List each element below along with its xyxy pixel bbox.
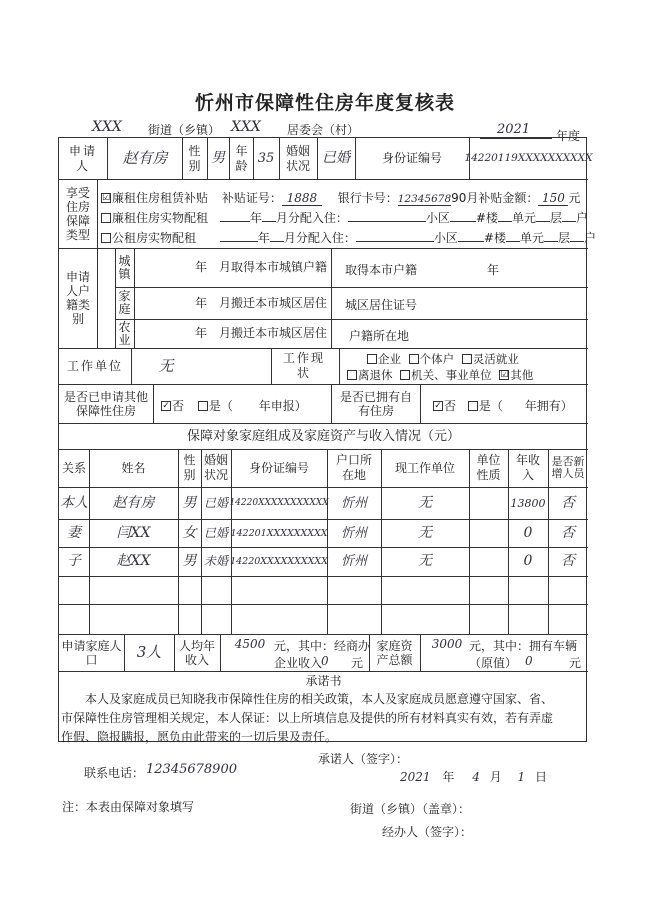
footer-note: 注：本表由保障对象填写	[62, 800, 195, 814]
member-3-name: 赵XX	[116, 553, 151, 569]
per-capita-income-label: 人均年收入	[178, 638, 215, 667]
applied-no-checkbox[interactable]: ✓	[162, 400, 170, 411]
per-capita-income-value: 4500	[234, 637, 266, 651]
hukou-item-family: 城区居住证号	[345, 298, 418, 312]
age-value: 35	[257, 151, 275, 166]
marital-label: 婚姻状况	[285, 143, 310, 173]
member-2-relation: 妻	[67, 524, 81, 541]
housing-checkbox-3[interactable]	[101, 233, 111, 243]
member-2-name: 闫XX	[116, 524, 151, 541]
committee-value: XXX	[231, 119, 261, 135]
member-2-gender: 女	[182, 524, 197, 541]
officer-label: 经办人（签字）：	[382, 825, 473, 839]
date-month: 4	[472, 770, 480, 784]
member-1-id: 14220XXXXXXXXXXX	[229, 497, 329, 508]
member-1-relation: 本人	[60, 494, 88, 511]
member-2-new: 否	[561, 524, 575, 541]
hukou-type-family: 家庭	[118, 289, 131, 316]
work-checkbox-government[interactable]	[400, 370, 410, 380]
hukou-type-urban: 城镇	[118, 254, 131, 281]
household-pop-value: 3人	[136, 643, 162, 661]
marital-value: 已婚	[322, 150, 350, 166]
member-1-gender: 男	[182, 494, 197, 511]
review-form-table	[58, 137, 596, 744]
col-header-relation: 关系	[61, 460, 86, 475]
phone-label: 联系电话：	[84, 766, 145, 780]
col-header-nature: 单位性质	[476, 453, 501, 482]
work-options-row-2: 离退休 机关、事业单位 ☑ 其他	[347, 367, 533, 383]
member-1-nature	[469, 487, 508, 519]
hukou-type-agri: 农业	[118, 320, 131, 347]
gender-value: 男	[211, 150, 225, 166]
applied-other-label: 是否已申请其他保障性住房	[63, 389, 148, 418]
owned-house-label: 是否已拥有自有住房	[339, 389, 412, 418]
work-checkbox-other[interactable]: ☑	[500, 369, 509, 380]
business-income-unit: 元	[351, 656, 364, 670]
hukou-item-urban: 取得本市户籍	[345, 263, 418, 277]
assets-line-1: 3000 元，其中：拥有车辆（原值）	[425, 637, 581, 671]
year-value: 2021	[497, 122, 531, 137]
owned-yes-checkbox[interactable]	[468, 401, 478, 411]
member-1-hukou: 忻州	[340, 495, 367, 511]
member-3-new: 否	[561, 553, 575, 569]
work-unit-value: 无	[158, 356, 174, 375]
gender-label: 性别	[188, 143, 201, 173]
member-2-income: 0	[523, 524, 533, 541]
hukou-text-urban: 年 月取得本市城镇户籍	[194, 260, 327, 274]
housing-row-1: ☑ 廉租住房租赁补贴 补贴证号： 1888 银行卡号：1234567890月补贴金额： 150 元	[102, 191, 581, 205]
housing-type-label: 享受住房保障类型	[65, 185, 90, 242]
page-title: 忻州市保障性住房年度复核表	[194, 92, 455, 114]
applied-other-options: ✓ 否 是（ 年申报）	[162, 399, 307, 413]
pledge-text-line-2: 市保障性住房管理相关规定，本人保证：以上所填信息及提供的所有材料真实有效，若有弄虚	[61, 711, 554, 725]
work-options-row-1: 企业 个体户 灵活就业	[367, 351, 519, 367]
member-3-relation: 子	[67, 553, 81, 569]
assets-value: 3000	[431, 637, 463, 651]
pledge-text-line-1: 本人及家庭成员已知晓我市保障性住房的相关政策，本人及家庭成员愿意遵守国家、省、	[85, 692, 554, 706]
col-header-hukou: 户口所在地	[335, 453, 372, 482]
car-unit: 元	[569, 656, 582, 670]
member-2-hukou: 忻州	[340, 525, 367, 541]
income-line-1: 4500 元，其中：经商办企业收入	[226, 637, 378, 671]
member-2-id: 142201XXXXXXXXX	[230, 527, 328, 539]
pledge-date: 2021 年 4 月 1 日	[400, 770, 548, 784]
member-1-income: 13800	[510, 496, 546, 510]
col-header-new: 是否新增人员	[551, 455, 585, 480]
street-label: 街道（乡镇）	[148, 123, 221, 137]
housing-row-2: 廉租住房实物配租 年 月分配入住： 小区 #楼 单元 层 户	[101, 209, 588, 226]
age-label: 年龄	[235, 143, 248, 173]
work-checkbox-individual[interactable]	[409, 354, 419, 364]
col-header-id: 身份证编号	[248, 460, 309, 475]
date-day: 1	[517, 770, 526, 784]
member-2-marital: 已婚	[203, 525, 228, 540]
member-2-nature	[469, 519, 508, 547]
member-1-work: 无	[418, 494, 432, 511]
hukou-tail-urban: 年	[487, 263, 500, 277]
col-header-work: 现工作单位	[395, 460, 456, 475]
col-header-income: 年收入	[515, 453, 540, 482]
pledge-title: 承诺书	[305, 673, 342, 688]
col-header-name: 姓名	[121, 460, 146, 475]
hukou-label: 申请人户籍类别	[65, 270, 90, 326]
household-pop-label: 申请家庭人口	[61, 638, 122, 667]
hukou-item-agri: 户籍所在地	[349, 329, 410, 343]
housing-checkbox-1[interactable]: ☑	[102, 192, 111, 203]
year-label: 年度	[556, 129, 581, 143]
date-year: 2021	[400, 770, 431, 784]
work-unit-label: 工作单位	[66, 358, 123, 373]
work-checkbox-enterprise[interactable]	[367, 354, 377, 364]
applicant-label: 申请人	[68, 143, 97, 173]
member-3-gender: 男	[182, 553, 197, 569]
member-1-name: 赵有房	[112, 494, 155, 511]
owned-no-checkbox[interactable]: ✓	[434, 400, 442, 411]
member-3-work: 无	[418, 553, 432, 569]
housing-checkbox-2[interactable]	[101, 213, 111, 223]
applicant-name: 赵有房	[122, 149, 168, 167]
stamp-label: 街道（乡镇）（盖章）：	[350, 802, 471, 816]
member-2-work: 无	[418, 524, 432, 541]
phone-value: 12345678900	[146, 762, 237, 777]
member-3-nature	[469, 547, 508, 576]
member-3-id: 14220XXXXXXXXXX	[230, 556, 328, 567]
housing-row-3: 公租房实物配租 年 月分配入住： 小区 #楼 单元 层 户	[101, 229, 596, 246]
col-header-gender: 性别	[183, 453, 196, 482]
hukou-text-family: 年 月搬迁本市城区居住	[194, 295, 327, 310]
committee-label: 居委会（村）	[287, 123, 360, 137]
family-section-title: 保障对象家庭组成及家庭资产与收入情况（元）	[186, 428, 460, 444]
work-checkbox-retired[interactable]	[347, 370, 357, 380]
member-1-marital: 已婚	[203, 495, 228, 510]
assets-label: 家庭资产总额	[376, 638, 413, 667]
signer-label: 承诺人（签字）：	[318, 752, 409, 766]
member-3-hukou: 忻州	[340, 554, 367, 569]
member-1-new: 否	[561, 494, 575, 511]
owned-house-options: ✓ 否 是（ 年拥有）	[434, 399, 573, 413]
member-3-income: 0	[523, 553, 533, 569]
business-income-value: 0	[321, 654, 329, 668]
pledge-text-line-3: 作假、隐报瞒报，愿负由此带来的一切后果及责任。	[61, 730, 338, 744]
col-header-marital: 婚姻状况	[203, 453, 228, 482]
member-3-marital: 未婚	[203, 554, 228, 568]
car-value: 0	[525, 654, 533, 668]
work-status-label: 工作现状	[282, 351, 325, 380]
hukou-text-agri: 年 月搬迁本市城区居住	[194, 326, 327, 340]
id-label: 身份证编号	[381, 151, 442, 165]
id-value: 14220119XXXXXXXXXX	[464, 152, 593, 164]
work-checkbox-flexible[interactable]	[462, 354, 472, 364]
street-value: XXX	[92, 119, 122, 135]
applied-yes-checkbox[interactable]	[198, 401, 208, 411]
